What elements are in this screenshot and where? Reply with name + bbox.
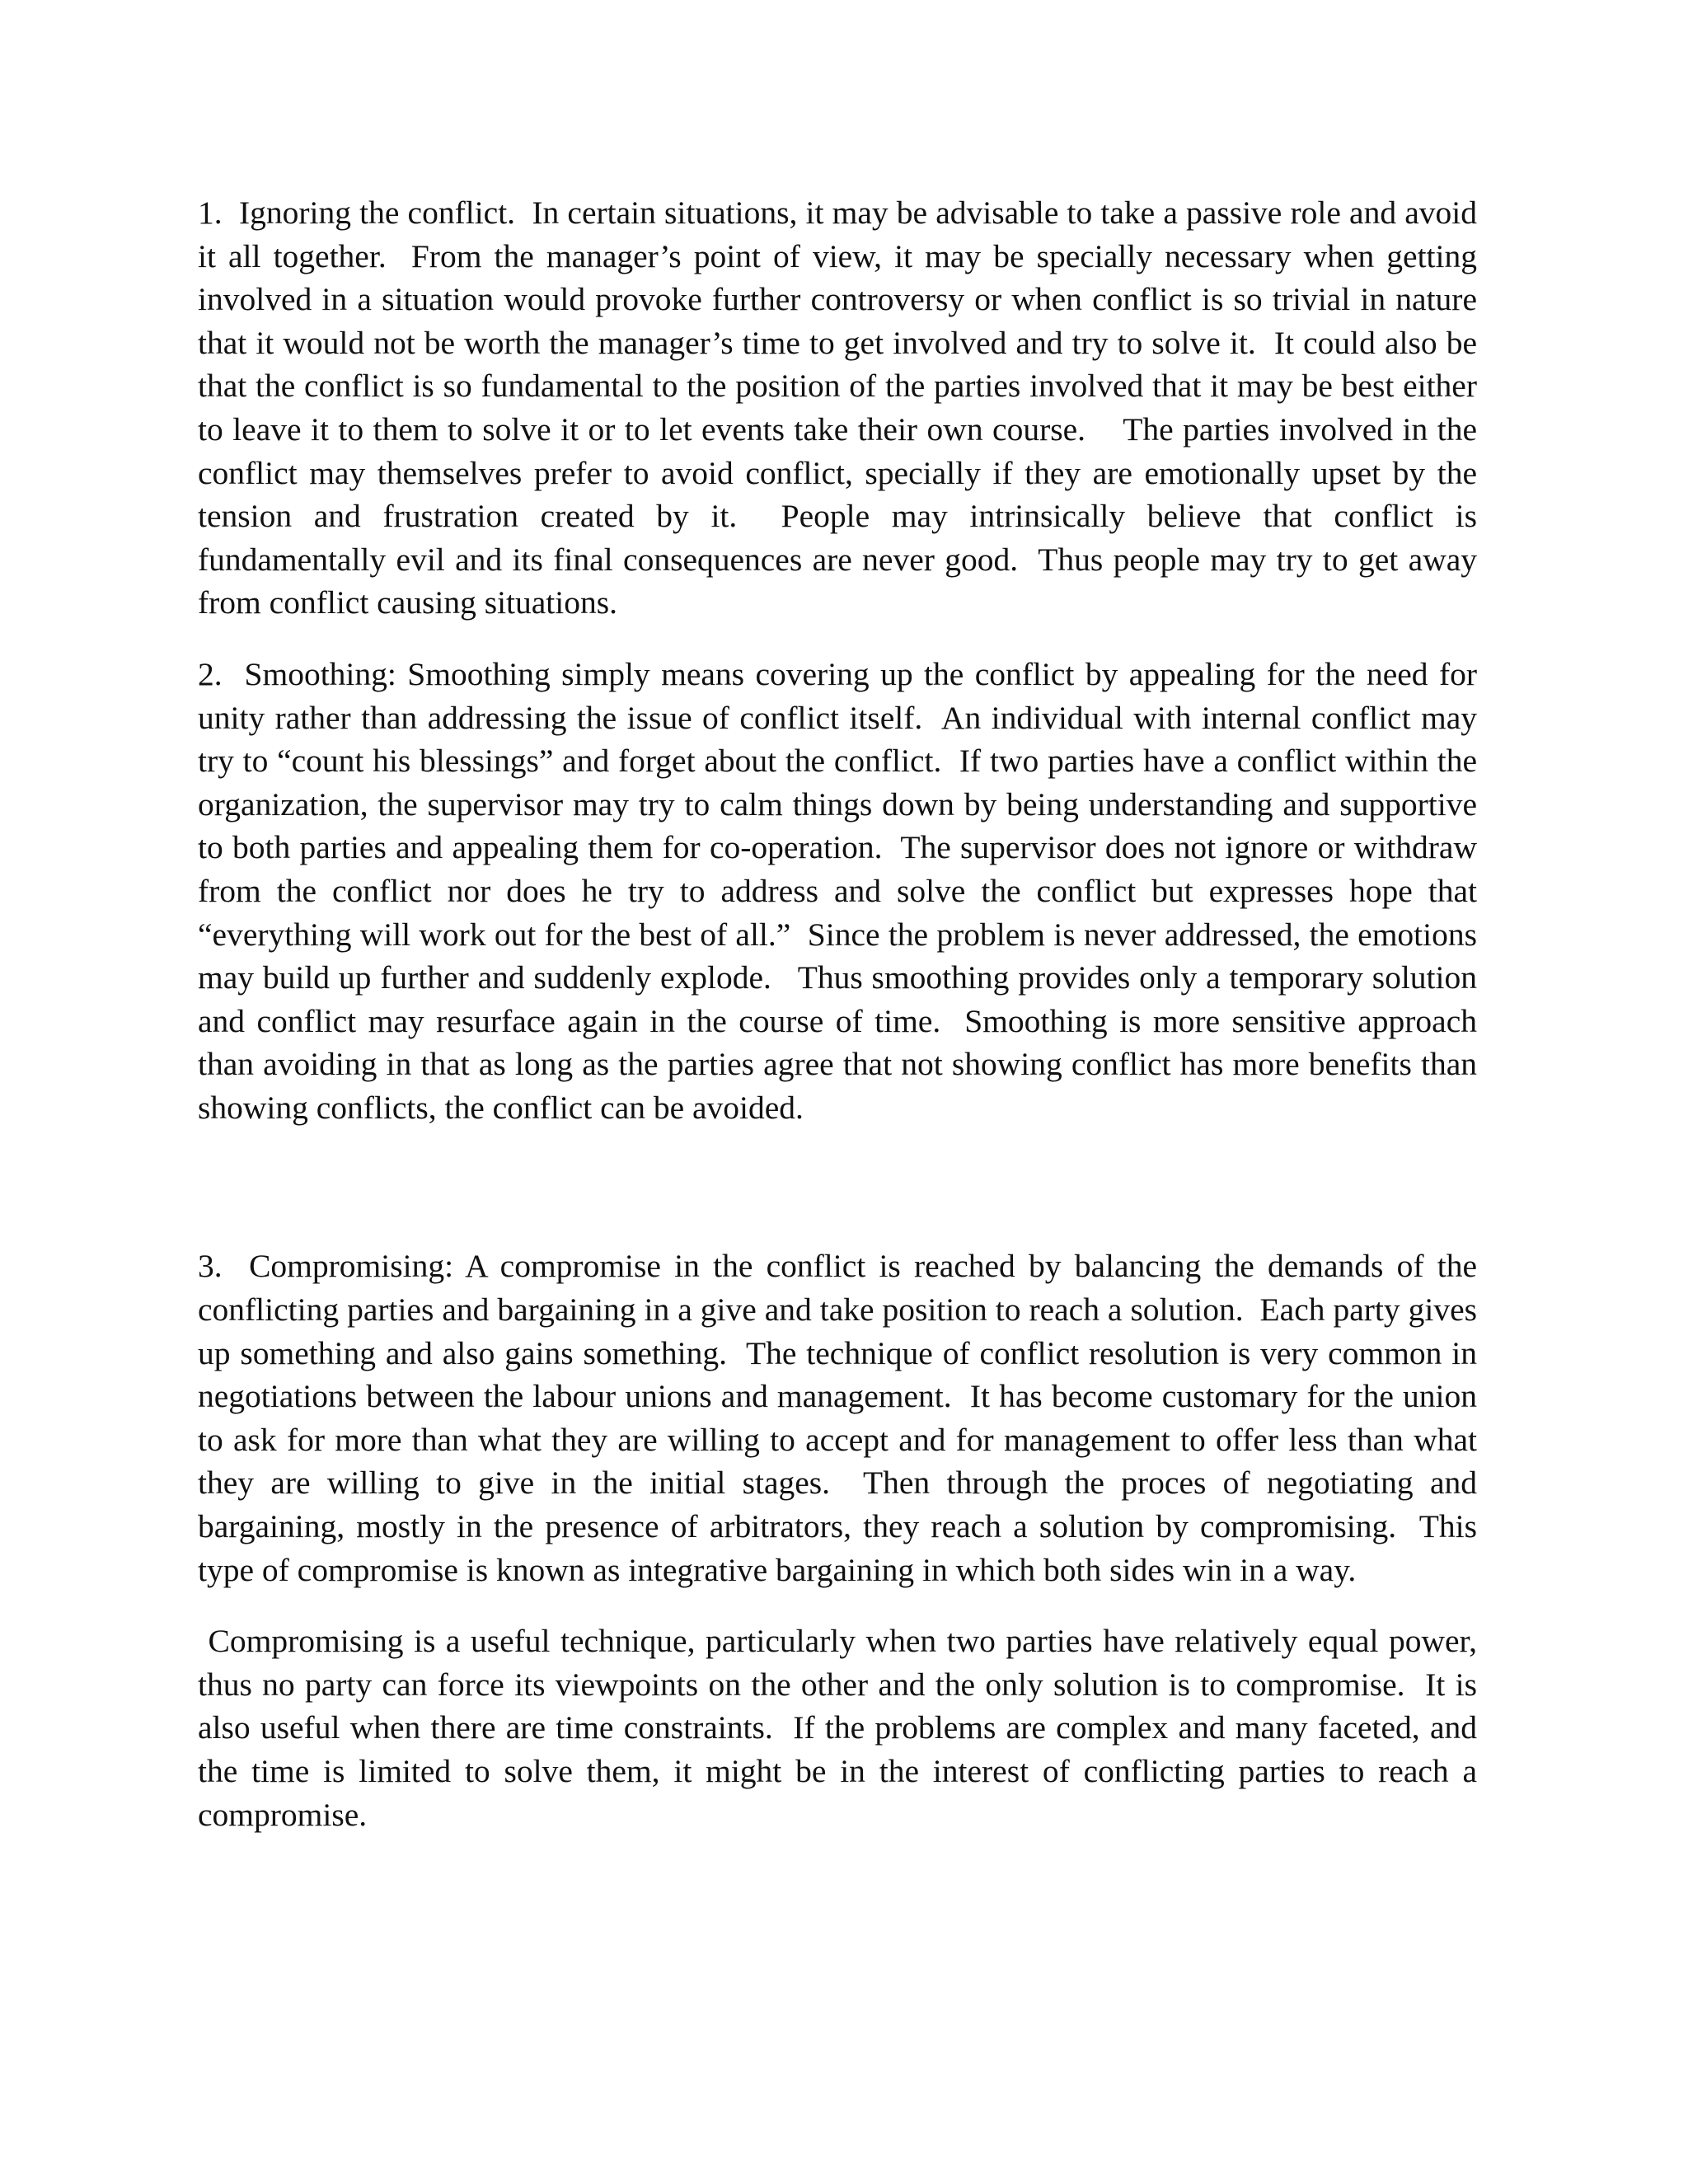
paragraph-compromising: 3. Compromising: A compromise in the conflict is reached by balancing the demands of the conflicting parties and bargaining in a give and take position to reach a solution. Each party gives up something and also gains something. The technique of conflict resolution is very common in negotiations between the labour unions and management. It has become customary for the union to ask for more than what they are willing to accept and for management to offer less than what they are willing to give in the initial stages. Then through the proces of negotiating and bargaining, mostly in the presence of arbitrators, they reach a solution by compromising. This type of compromise is known as integrative bargaining in which both sides win in a way. [198,1248,1485,1588]
paragraph-compromising-usefulness: Compromising is a useful technique, particularly when two parties have relatively equal power, thus no party can force its viewpoints on the other and the only solution is to compromise. It is also useful when there are time constraints. If the problems are complex and many faceted, and the time is limited to solve them, it might be in the interest of conflicting parties to reach a compromise. [198,1623,1485,1833]
document-body [198,191,1485,1836]
paragraph-smoothing: 2. Smoothing: Smoothing simply means covering up the conflict by appealing for the need for unity rather than addressing the issue of conflict itself. An individual with internal conflict may try to “count his blessings” and forget about the conflict. If two parties have a conflict within the organization, the supervisor may try to calm things down by being understanding and supportive to both parties and appealing them for co-operation. The supervisor does not ignore or withdraw from the conflict nor does he try to address and solve the conflict but expresses hope that “everything will work out for the best of all.” Since the problem is never addressed, the emotions may build up further and suddenly explode. Thus smoothing provides only a temporary solution and conflict may resurface again in the course of time. Smoothing is more sensitive approach than avoiding in that as long as the parties agree that not showing conflict has more benefits than showing conflicts, the conflict can be avoided. [198,655,1485,1126]
paragraph-ignoring-the-conflict: 1. Ignoring the conflict. In certain situations, it may be advisable to take a passive role and avoid it all together. From the manager’s point of view, it may be specially necessary when getting involved in a situation would provoke further controversy or when conflict is so trivial in nature that it would not be worth the manager’s time to get involved and try to solve it. It could also be that the conflict is so fundamental to the position of the parties involved that it may be best either to leave it to them to solve it or to let events take their own course. The parties involved in the conflict may themselves prefer to avoid conflict, specially if they are emotionally upset by the tension and frustration created by it. People may intrinsically believe that conflict is fundamentally evil and its final consequences are never good. Thus people may try to get away from conflict causing situations. [198,194,1485,621]
